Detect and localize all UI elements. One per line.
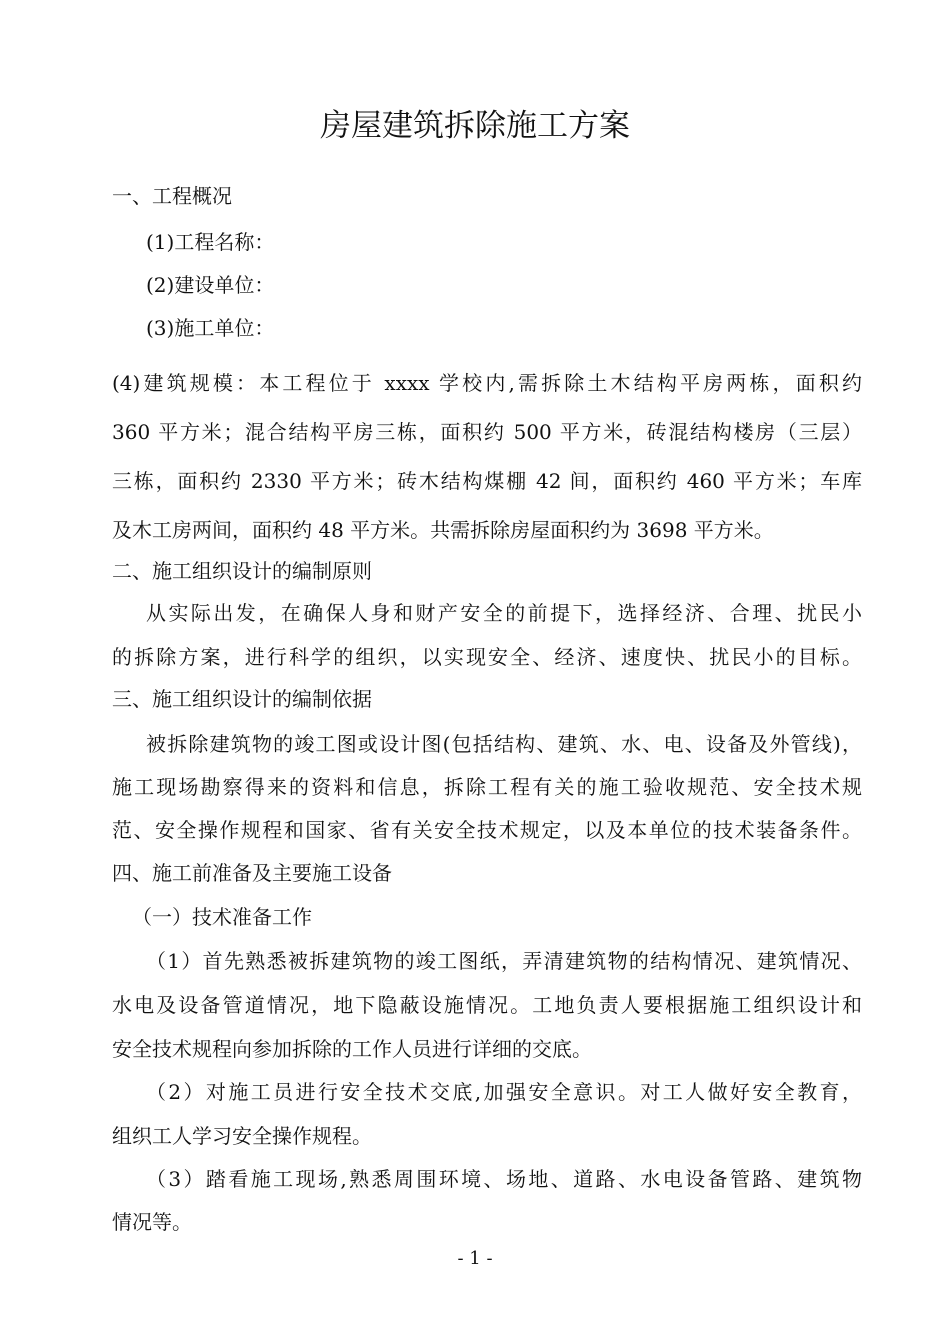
section-1-heading: 一、工程概况 xyxy=(112,184,232,208)
scale-paragraph-line: 360 平方米；混合结构平房三栋，面积约 500 平方米，砖混结构楼房（三层） xyxy=(112,420,862,444)
prep-item-3-line: （3）踏看施工现场,熟悉周围环境、场地、道路、水电设备管路、建筑物 xyxy=(146,1167,862,1191)
section-2-heading: 二、施工组织设计的编制原则 xyxy=(112,559,372,583)
scale-paragraph-line: 三栋，面积约 2330 平方米；砖木结构煤棚 42 间，面积约 460 平方米；车库 xyxy=(112,469,862,493)
prep-item-1-line: （1）首先熟悉被拆建筑物的竣工图纸，弄清建筑物的结构情况、建筑情况、 xyxy=(146,949,862,973)
page-number: - 1 - xyxy=(457,1248,493,1269)
document-title: 房屋建筑拆除施工方案 xyxy=(320,108,630,144)
builder-unit-item: (2)建设单位： xyxy=(146,273,275,297)
principle-paragraph-line: 的拆除方案，进行科学的组织，以实现安全、经济、速度快、扰民小的目标。 xyxy=(112,645,862,669)
scale-paragraph-line: 及木工房两间，面积约 48 平方米。共需拆除房屋面积约为 3698 平方米。 xyxy=(112,518,774,542)
basis-paragraph-line: 被拆除建筑物的竣工图或设计图(包括结构、建筑、水、电、设备及外管线)， xyxy=(146,732,862,756)
prep-item-2-line: 组织工人学习安全操作规程。 xyxy=(112,1124,372,1148)
project-name-item: (1)工程名称： xyxy=(146,230,275,254)
principle-paragraph-line: 从实际出发，在确保人身和财产安全的前提下，选择经济、合理、扰民小 xyxy=(146,601,862,625)
prep-item-3-line: 情况等。 xyxy=(112,1210,192,1234)
scale-paragraph-line: (4)建筑规模：本工程位于 xxxx 学校内,需拆除土木结构平房两栋，面积约 xyxy=(112,371,862,395)
subsection-heading: （一）技术准备工作 xyxy=(132,905,312,929)
prep-item-1-line: 水电及设备管道情况，地下隐蔽设施情况。工地负责人要根据施工组织设计和 xyxy=(112,993,862,1017)
basis-paragraph-line: 施工现场勘察得来的资料和信息，拆除工程有关的施工验收规范、安全技术规 xyxy=(112,775,862,799)
prep-item-1-line: 安全技术规程向参加拆除的工作人员进行详细的交底。 xyxy=(112,1037,592,1061)
section-4-heading: 四、施工前准备及主要施工设备 xyxy=(112,861,392,885)
basis-paragraph-line: 范、安全操作规程和国家、省有关安全技术规定，以及本单位的技术装备条件。 xyxy=(112,818,862,842)
prep-item-2-line: （2）对施工员进行安全技术交底,加强安全意识。对工人做好安全教育， xyxy=(146,1080,862,1104)
contractor-unit-item: (3)施工单位： xyxy=(146,316,275,340)
section-3-heading: 三、施工组织设计的编制依据 xyxy=(112,687,372,711)
